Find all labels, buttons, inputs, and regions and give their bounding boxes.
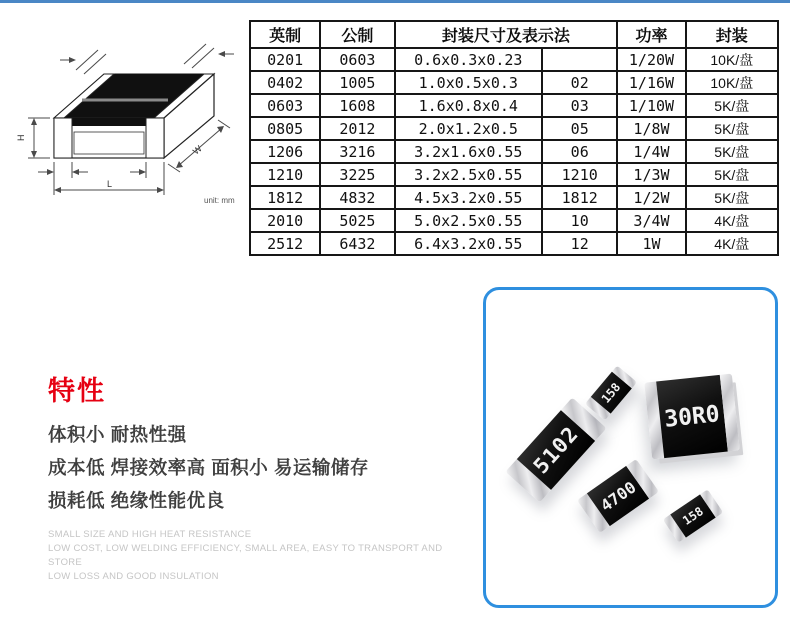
chip-front-right-cap bbox=[146, 118, 164, 158]
table-cell: 4.5x3.2x0.55 bbox=[395, 186, 543, 209]
feature-line-zh: 成本低 焊接效率高 面积小 易运输储存 bbox=[48, 457, 369, 478]
features-title: 特性 bbox=[48, 376, 106, 406]
chip-front-left-cap bbox=[54, 118, 72, 158]
table-cell: 3.2x2.5x0.55 bbox=[395, 163, 543, 186]
table-cell: 1812 bbox=[250, 186, 320, 209]
chip-marking: 30R0 bbox=[656, 375, 727, 458]
feature-line-zh: 损耗低 绝缘性能优良 bbox=[48, 490, 225, 511]
table-cell: 2512 bbox=[250, 232, 320, 255]
table-cell: 4832 bbox=[320, 186, 394, 209]
table-cell: 1005 bbox=[320, 71, 394, 94]
table-cell: 2010 bbox=[250, 209, 320, 232]
table-cell: 1/3W bbox=[617, 163, 685, 186]
table-cell: 4K/盘 bbox=[686, 232, 778, 255]
feature-line-en: LOW COST, LOW WELDING EFFICIENCY, SMALL AREA, EASY TO TRANSPORT AND STORE bbox=[48, 543, 443, 568]
package-spec-table bbox=[249, 20, 779, 256]
chip-marking: 158 bbox=[670, 494, 715, 537]
resistor-chip bbox=[505, 397, 606, 502]
resistor-chip bbox=[663, 489, 723, 542]
top-accent-line bbox=[0, 0, 790, 3]
table-cell: 5.0x2.5x0.55 bbox=[395, 209, 543, 232]
table-cell: 05 bbox=[542, 117, 617, 140]
table-cell: 1608 bbox=[320, 94, 394, 117]
feature-line-en: LOW LOSS AND GOOD INSULATION bbox=[48, 571, 219, 582]
table-row bbox=[250, 186, 778, 209]
features-section bbox=[48, 369, 478, 584]
table-cell: 12 bbox=[542, 232, 617, 255]
table-cell bbox=[542, 48, 617, 71]
resistor-photo bbox=[483, 287, 778, 608]
resistor-dimension-diagram bbox=[16, 40, 246, 215]
table-row bbox=[250, 94, 778, 117]
table-cell: 2.0x1.2x0.5 bbox=[395, 117, 543, 140]
table-cell: 1/10W bbox=[617, 94, 685, 117]
chip-marking: 5102 bbox=[517, 410, 595, 490]
table-cell: 5K/盘 bbox=[686, 140, 778, 163]
table-cell: 1.6x0.8x0.4 bbox=[395, 94, 543, 117]
col-header-imperial: 英制 bbox=[250, 21, 320, 48]
dim-label-length: L bbox=[107, 179, 113, 189]
table-row bbox=[250, 71, 778, 94]
table-cell: 5K/盘 bbox=[686, 94, 778, 117]
table-cell: 5025 bbox=[320, 209, 394, 232]
feature-line-zh: 体积小 耐热性强 bbox=[48, 424, 187, 445]
resistor-chip bbox=[644, 374, 740, 460]
table-row bbox=[250, 232, 778, 255]
col-header-metric: 公制 bbox=[320, 21, 394, 48]
table-cell: 0805 bbox=[250, 117, 320, 140]
table-row bbox=[250, 117, 778, 140]
table-cell: 2012 bbox=[320, 117, 394, 140]
table-cell: 1.0x0.5x0.3 bbox=[395, 71, 543, 94]
table-header-row bbox=[250, 21, 778, 48]
table-cell: 3225 bbox=[320, 163, 394, 186]
table-cell: 06 bbox=[542, 140, 617, 163]
table-cell: 0201 bbox=[250, 48, 320, 71]
features-en-block bbox=[48, 528, 478, 584]
table-row bbox=[250, 140, 778, 163]
table-cell: 5K/盘 bbox=[686, 117, 778, 140]
chip-marking: 4700 bbox=[587, 466, 649, 526]
table-cell: 5K/盘 bbox=[686, 186, 778, 209]
table-cell: 1W bbox=[617, 232, 685, 255]
dim-label-width: W bbox=[190, 143, 204, 157]
table-cell: 0603 bbox=[250, 94, 320, 117]
table-cell: 10 bbox=[542, 209, 617, 232]
col-header-power: 功率 bbox=[617, 21, 685, 48]
table-cell: 6.4x3.2x0.55 bbox=[395, 232, 543, 255]
table-cell: 1812 bbox=[542, 186, 617, 209]
features-zh-block bbox=[48, 418, 478, 517]
table-cell: 10K/盘 bbox=[686, 71, 778, 94]
table-cell: 1206 bbox=[250, 140, 320, 163]
table-cell: 1/8W bbox=[617, 117, 685, 140]
unit-note: unit: mm bbox=[204, 196, 235, 205]
table-cell: 4K/盘 bbox=[686, 209, 778, 232]
table-cell: 3216 bbox=[320, 140, 394, 163]
dim-label-height: H bbox=[16, 134, 26, 141]
col-header-size-notation: 封装尺寸及表示法 bbox=[395, 21, 618, 48]
feature-line-en: SMALL SIZE AND HIGH HEAT RESISTANCE bbox=[48, 529, 252, 540]
table-cell: 1/2W bbox=[617, 186, 685, 209]
resistor-chip bbox=[577, 459, 659, 533]
table-row bbox=[250, 48, 778, 71]
table-cell: 1210 bbox=[542, 163, 617, 186]
resistor-chip bbox=[585, 365, 637, 420]
chip-marking: 158 bbox=[590, 372, 631, 414]
table-cell: 0603 bbox=[320, 48, 394, 71]
table-cell: 1210 bbox=[250, 163, 320, 186]
table-cell: 02 bbox=[542, 71, 617, 94]
table-cell: 03 bbox=[542, 94, 617, 117]
table-row bbox=[250, 163, 778, 186]
table-cell: 10K/盘 bbox=[686, 48, 778, 71]
table-cell: 3.2x1.6x0.55 bbox=[395, 140, 543, 163]
table-cell: 1/20W bbox=[617, 48, 685, 71]
table-cell: 0.6x0.3x0.23 bbox=[395, 48, 543, 71]
table-cell: 5K/盘 bbox=[686, 163, 778, 186]
col-header-package: 封装 bbox=[686, 21, 778, 48]
table-cell: 6432 bbox=[320, 232, 394, 255]
table-cell: 1/16W bbox=[617, 71, 685, 94]
table-cell: 1/4W bbox=[617, 140, 685, 163]
table-cell: 0402 bbox=[250, 71, 320, 94]
table-cell: 3/4W bbox=[617, 209, 685, 232]
table-row bbox=[250, 209, 778, 232]
